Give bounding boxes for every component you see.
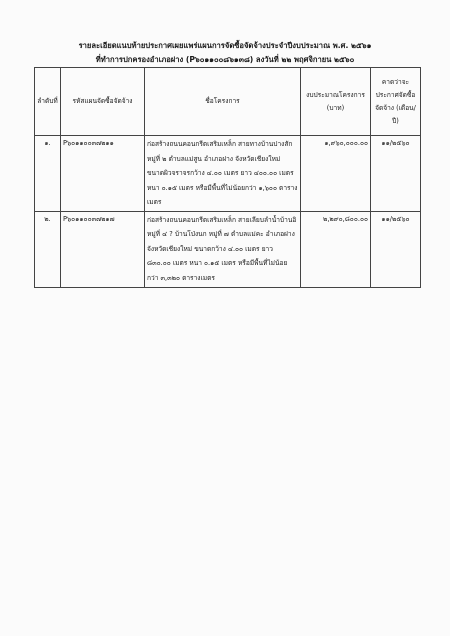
row-project-name: ก่อสร้างถนนคอนกรีตเสริมเหล็ก สายทางบ้านปางสัก หมู่ที่ ๒ ตำบลแม่สูน อำเภอฝาง จังหวัดเชียงใหม่ ขนาดผิวจราจรกว้าง ๔.๐๐ เมตร ยาว ๔๐๐.๐๐ เมตร หนา ๐.๑๕ เมตร หรือมีพื้นที่ไม่น้อยกว่า ๑,๖๐๐ ตารางเมตร [145, 136, 301, 212]
table-row [35, 211, 421, 287]
row-no: ๑. [35, 136, 61, 212]
header-code: รหัสแผนจัดซื้อจัดจ้าง [61, 68, 145, 136]
row-budget: ๑,๙๖๐,๐๐๐.๐๐ [301, 136, 371, 212]
header-name: ชื่อโครงการ [145, 68, 301, 136]
row-announce-period: ๑๑/๒๕๖๐ [371, 136, 421, 212]
row-announce-period: ๑๑/๒๕๖๐ [371, 211, 421, 287]
row-plan-code: P๖๐๑๑๐๐๓๗๒๑๗ [61, 211, 145, 287]
row-project-name: ก่อสร้างถนนคอนกรีตเสริมเหล็ก สายเลียบลำน้ำบ้านอิหมู่ที่ ๔ ? บ้านโป่งนก หมู่ที่ ๗ ตำบลแม่คะ อำเภอฝาง จังหวัดเชียงใหม่ ขนาดกว้าง ๔.๐๐ เมตร ยาว ๘๓๐.๐๐ เมตร หนา ๐.๑๕ เมตร หรือมีพื้นที่ไม่น้อยกว่า ๓,๓๒๐ ตารางเมตร [145, 211, 301, 287]
table-header-row [35, 68, 421, 136]
row-plan-code: P๖๐๑๑๐๐๓๗๒๑๑ [61, 136, 145, 212]
row-no: ๒. [35, 211, 61, 287]
header-budget: งบประมาณโครงการ (บาท) [301, 68, 371, 136]
procurement-table [34, 67, 421, 288]
document-subtitle: ที่ทำการปกครองอำเภอฝาง (P๖๐๑๑๐๐๘๖๑๓๘) ลงวันที่ ๒๒ พฤศจิกายน ๒๕๖๐ [95, 55, 355, 64]
table-row [35, 136, 421, 212]
header-no: ลำดับที่ [35, 68, 61, 136]
header-period: คาดว่าจะประกาศจัดซื้อจัดจ้าง (เดือน/ปี) [371, 68, 421, 136]
row-budget: ๒,๒๙๐,๘๐๐.๐๐ [301, 211, 371, 287]
document-title: รายละเอียดแนบท้ายประกาศเผยแพร่แผนการจัดซื้อจัดจ้างประจำปีงบประมาณ พ.ศ. ๒๕๖๑ [78, 41, 372, 50]
